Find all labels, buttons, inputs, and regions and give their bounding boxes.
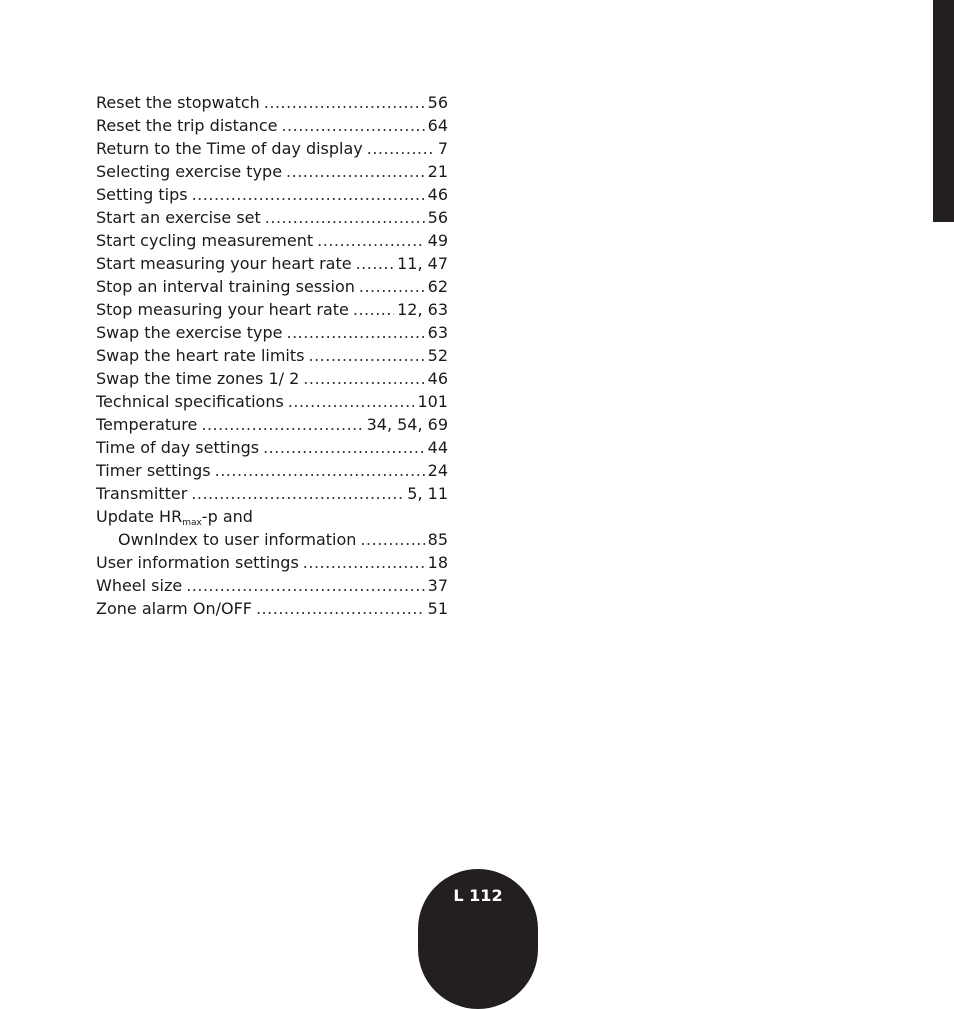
- index-entry: [96, 413, 448, 436]
- entry-pages: 34, 54, 69: [366, 415, 448, 434]
- index-entry: [96, 229, 448, 252]
- dot-leader: [367, 137, 435, 160]
- index-entry: [96, 390, 448, 413]
- entry-label: Start cycling measurement: [96, 231, 314, 250]
- entry-label: Technical specifications: [96, 392, 284, 411]
- dot-leader: [215, 459, 425, 482]
- entry-pages: 11, 47: [397, 254, 448, 273]
- entry-label-subscript: max: [182, 518, 202, 528]
- entry-label: User information settings: [96, 553, 299, 572]
- entry-pages: 37: [427, 576, 448, 595]
- entry-pages: 62: [427, 277, 448, 296]
- entry-label: Setting tips: [96, 185, 188, 204]
- entry-label: Start measuring your heart rate: [96, 254, 352, 273]
- entry-pages: 12, 63: [397, 300, 448, 319]
- entry-label: Swap the time zones 1/ 2: [96, 369, 300, 388]
- entry-label: Wheel size: [96, 576, 183, 595]
- dot-leader: [360, 528, 424, 551]
- index-entry: [96, 482, 448, 505]
- index-entry: [96, 321, 448, 344]
- index-entry: [96, 275, 448, 298]
- entry-label: Timer settings: [96, 461, 211, 480]
- entry-pages: 5, 11: [407, 484, 448, 503]
- entry-label: Reset the trip distance: [96, 116, 278, 135]
- index-entry-update-hrmax: [96, 505, 448, 528]
- index-entry: [96, 206, 448, 229]
- index-entry: [96, 367, 448, 390]
- entry-label-suffix: -p and: [201, 507, 253, 526]
- entry-label: Zone alarm On/OFF: [96, 599, 252, 618]
- entry-pages: 64: [427, 116, 448, 135]
- entry-pages: 24: [427, 461, 448, 480]
- index-entry: [96, 574, 448, 597]
- dot-leader: [308, 344, 424, 367]
- dot-leader: [186, 574, 424, 597]
- entry-label: Time of day settings: [96, 438, 260, 457]
- entry-label: Reset the stopwatch: [96, 93, 260, 112]
- dot-leader: [201, 413, 363, 436]
- index-entry: [96, 252, 448, 275]
- entry-pages: 7: [437, 139, 448, 158]
- index-list: [96, 91, 448, 620]
- dot-leader: [256, 597, 425, 620]
- index-entry: [96, 344, 448, 367]
- page-number: L 112: [453, 886, 503, 905]
- dot-leader: [191, 482, 404, 505]
- entry-pages: 21: [427, 162, 448, 181]
- dot-leader: [264, 91, 425, 114]
- entry-pages: 56: [427, 208, 448, 227]
- index-entry: [96, 137, 448, 160]
- index-entry: [96, 436, 448, 459]
- entry-pages: 56: [427, 93, 448, 112]
- dot-leader: [353, 298, 394, 321]
- entry-label: Selecting exercise type: [96, 162, 283, 181]
- entry-label: Return to the Time of day display: [96, 139, 363, 158]
- index-entry: [96, 551, 448, 574]
- index-entry: [96, 459, 448, 482]
- entry-label: Stop measuring your heart rate: [96, 300, 349, 319]
- dot-leader: [303, 367, 424, 390]
- section-tab-marker: [933, 0, 954, 222]
- entry-label: Start an exercise set: [96, 208, 261, 227]
- entry-pages: 52: [427, 346, 448, 365]
- dot-leader: [317, 229, 425, 252]
- entry-pages: 49: [427, 231, 448, 250]
- dot-leader: [359, 275, 425, 298]
- index-entry: [96, 114, 448, 137]
- entry-label: Swap the heart rate limits: [96, 346, 305, 365]
- index-entry: [96, 160, 448, 183]
- entry-pages: 18: [427, 553, 448, 572]
- dot-leader: [303, 551, 425, 574]
- dot-leader: [286, 160, 425, 183]
- index-entry: [96, 91, 448, 114]
- dot-leader: [192, 183, 425, 206]
- entry-pages: 85: [427, 530, 448, 549]
- entry-pages: 101: [417, 392, 448, 411]
- entry-pages: 46: [427, 369, 448, 388]
- dot-leader: [288, 390, 415, 413]
- entry-pages: 51: [427, 599, 448, 618]
- entry-pages: 46: [427, 185, 448, 204]
- entry-label: Stop an interval training session: [96, 277, 355, 296]
- entry-label: Swap the exercise type: [96, 323, 283, 342]
- entry-label: Transmitter: [96, 484, 188, 503]
- index-entry-continuation: [96, 528, 448, 551]
- dot-leader: [281, 114, 424, 137]
- entry-label: Temperature: [96, 415, 198, 434]
- entry-label-prefix: Update HR: [96, 507, 183, 526]
- index-entry: [96, 597, 448, 620]
- entry-label: OwnIndex to user information: [118, 530, 357, 549]
- dot-leader: [265, 206, 425, 229]
- dot-leader: [287, 321, 425, 344]
- entry-pages: 44: [427, 438, 448, 457]
- index-entry: [96, 183, 448, 206]
- dot-leader: [263, 436, 425, 459]
- dot-leader: [356, 252, 395, 275]
- entry-pages: 63: [427, 323, 448, 342]
- index-entry: [96, 298, 448, 321]
